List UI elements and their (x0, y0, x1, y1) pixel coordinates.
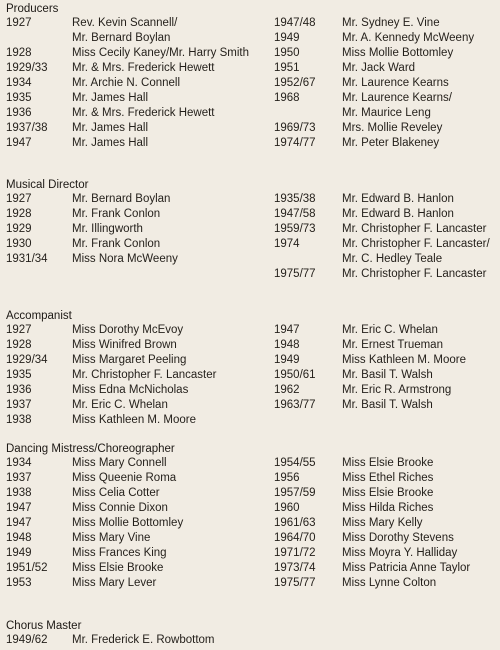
list-item (6, 561, 262, 576)
person-name: Mr. Illingworth (72, 223, 143, 235)
year: 1928 (6, 208, 32, 220)
year: 1952/67 (274, 77, 316, 89)
left-column (6, 323, 262, 428)
list-item (274, 561, 500, 576)
person-name: Miss Celia Cotter (72, 487, 160, 499)
list-item (274, 222, 500, 237)
person-name: Rev. Kevin Scannell/ (72, 17, 178, 29)
left-column (6, 456, 262, 591)
year: 1963/77 (274, 399, 316, 411)
person-name: Miss Dorothy McEvoy (72, 324, 184, 336)
person-name: Mr. Basil T. Walsh (342, 399, 433, 411)
year: 1927 (6, 193, 32, 205)
list-item (6, 353, 262, 368)
year: 1950 (274, 47, 300, 59)
person-name: Miss Moyra Y. Halliday (342, 547, 458, 559)
list-item (274, 91, 500, 106)
right-column (274, 192, 500, 282)
section-heading: Producers (6, 3, 59, 15)
person-name: Miss Mollie Bottomley (342, 47, 454, 59)
list-item (274, 207, 500, 222)
year: 1975/77 (274, 268, 316, 280)
person-name: Mr. Eric C. Whelan (342, 324, 438, 336)
list-item (274, 136, 500, 151)
year: 1957/59 (274, 487, 316, 499)
left-column (6, 633, 262, 648)
list-item (274, 531, 500, 546)
list-item (274, 237, 500, 252)
person-name: Mr. & Mrs. Frederick Hewett (72, 62, 215, 74)
person-name: Mr. Frank Conlon (72, 208, 161, 220)
year: 1971/72 (274, 547, 316, 559)
person-name: Mr. Eric R. Armstrong (342, 384, 452, 396)
person-name: Mrs. Mollie Reveley (342, 122, 443, 134)
person-name: Mr. C. Hedley Teale (342, 253, 443, 265)
person-name: Mr. Frank Conlon (72, 238, 161, 250)
year: 1930 (6, 238, 32, 250)
person-name: Miss Elsie Brooke (72, 562, 164, 574)
person-name: Miss Elsie Brooke (342, 487, 434, 499)
list-item (6, 237, 262, 252)
list-item (6, 531, 262, 546)
list-item (274, 353, 500, 368)
right-column (274, 16, 500, 151)
list-item (274, 267, 500, 282)
year: 1948 (274, 339, 300, 351)
list-item (274, 546, 500, 561)
list-item (6, 61, 262, 76)
list-item (274, 516, 500, 531)
person-name: Miss Queenie Roma (72, 472, 177, 484)
person-name: Mr. Peter Blakeney (342, 137, 440, 149)
person-name: Mr. Archie N. Connell (72, 77, 181, 89)
person-name: Mr. Maurice Leng (342, 107, 431, 119)
person-name: Mr. Laurence Kearns/ (342, 92, 452, 104)
person-name: Miss Hilda Riches (342, 502, 434, 514)
person-name: Mr. Laurence Kearns (342, 77, 449, 89)
person-name: Mr. James Hall (72, 122, 149, 134)
person-name: Miss Connie Dixon (72, 502, 168, 514)
person-name: Mr. Ernest Trueman (342, 339, 443, 351)
person-name: Mr. Bernard Boylan (72, 32, 171, 44)
list-item (6, 222, 262, 237)
year: 1973/74 (274, 562, 316, 574)
person-name: Miss Mary Connell (72, 457, 167, 469)
year: 1927 (6, 17, 32, 29)
year: 1949 (6, 547, 32, 559)
person-name: Mr. Eric C. Whelan (72, 399, 168, 411)
year: 1947 (274, 324, 300, 336)
year: 1956 (274, 472, 300, 484)
list-item (6, 501, 262, 516)
list-item (274, 576, 500, 591)
person-name: Mr. & Mrs. Frederick Hewett (72, 107, 215, 119)
person-name: Miss Mary Kelly (342, 517, 423, 529)
year: 1947 (6, 517, 32, 529)
year: 1947 (6, 502, 32, 514)
person-name: Mr. Christopher F. Lancaster (342, 268, 487, 280)
list-item (274, 76, 500, 91)
list-item (274, 252, 500, 267)
year: 1950/61 (274, 369, 316, 381)
person-name: Mr. Christopher F. Lancaster/ (342, 238, 490, 250)
year: 1951 (274, 62, 300, 74)
year: 1936 (6, 384, 32, 396)
year: 1934 (6, 77, 32, 89)
year: 1929 (6, 223, 32, 235)
list-item (274, 106, 500, 121)
year: 1959/73 (274, 223, 316, 235)
year: 1949 (274, 32, 300, 44)
person-name: Miss Nora McWeeny (72, 253, 178, 265)
list-item (274, 368, 500, 383)
list-item (6, 76, 262, 91)
list-item (274, 456, 500, 471)
list-item (274, 338, 500, 353)
list-item (6, 91, 262, 106)
person-name: Mr. Sydney E. Vine (342, 17, 440, 29)
list-item (6, 207, 262, 222)
list-item (6, 323, 262, 338)
year: 1928 (6, 47, 32, 59)
year: 1948 (6, 532, 32, 544)
list-item (6, 398, 262, 413)
person-name: Miss Elsie Brooke (342, 457, 434, 469)
list-item (274, 46, 500, 61)
list-item (6, 338, 262, 353)
list-item (6, 136, 262, 151)
year: 1947 (6, 137, 32, 149)
person-name: Miss Margaret Peeling (72, 354, 187, 366)
person-name: Miss Winifred Brown (72, 339, 177, 351)
list-item (6, 368, 262, 383)
left-column (6, 192, 262, 267)
person-name: Miss Mollie Bottomley (72, 517, 184, 529)
year: 1964/70 (274, 532, 316, 544)
list-item (274, 398, 500, 413)
year: 1947/48 (274, 17, 316, 29)
year: 1949 (274, 354, 300, 366)
list-item (274, 323, 500, 338)
year: 1935/38 (274, 193, 316, 205)
person-name: Miss Kathleen M. Moore (342, 354, 466, 366)
list-item (6, 546, 262, 561)
list-item (274, 61, 500, 76)
year: 1934 (6, 457, 32, 469)
year: 1935 (6, 92, 32, 104)
list-item (6, 383, 262, 398)
list-item (274, 501, 500, 516)
person-name: Mr. A. Kennedy McWeeny (342, 32, 475, 44)
person-name: Mr. Jack Ward (342, 62, 416, 74)
person-name: Mr. Christopher F. Lancaster (72, 369, 217, 381)
year: 1937 (6, 472, 32, 484)
year: 1953 (6, 577, 32, 589)
person-name: Mr. Basil T. Walsh (342, 369, 433, 381)
year: 1951/52 (6, 562, 48, 574)
year: 1928 (6, 339, 32, 351)
list-item (274, 31, 500, 46)
year: 1969/73 (274, 122, 316, 134)
list-item (6, 121, 262, 136)
person-name: Miss Mary Vine (72, 532, 151, 544)
person-name: Miss Edna McNicholas (72, 384, 189, 396)
year: 1961/63 (274, 517, 316, 529)
section-heading: Chorus Master (6, 620, 82, 632)
person-name: Miss Kathleen M. Moore (72, 414, 196, 426)
list-item (6, 576, 262, 591)
year: 1949/62 (6, 634, 48, 646)
list-item (6, 456, 262, 471)
year: 1954/55 (274, 457, 316, 469)
year: 1947/58 (274, 208, 316, 220)
year: 1974/77 (274, 137, 316, 149)
list-item (6, 31, 262, 46)
year: 1937 (6, 399, 32, 411)
list-item (6, 633, 262, 648)
right-column (274, 323, 500, 413)
list-item (6, 486, 262, 501)
section-heading: Accompanist (6, 310, 72, 322)
year: 1935 (6, 369, 32, 381)
section-heading: Musical Director (6, 179, 89, 191)
year: 1936 (6, 107, 32, 119)
person-name: Mr. Frederick E. Rowbottom (72, 634, 215, 646)
person-name: Mr. James Hall (72, 137, 149, 149)
list-item (274, 383, 500, 398)
list-item (274, 192, 500, 207)
list-item (6, 516, 262, 531)
year: 1960 (274, 502, 300, 514)
person-name: Mr. Edward B. Hanlon (342, 193, 454, 205)
list-item (6, 413, 262, 428)
person-name: Miss Cecily Kaney/Mr. Harry Smith (72, 47, 250, 59)
year: 1938 (6, 414, 32, 426)
list-item (274, 471, 500, 486)
year: 1927 (6, 324, 32, 336)
year: 1974 (274, 238, 300, 250)
list-item (274, 486, 500, 501)
person-name: Miss Frances King (72, 547, 167, 559)
list-item (274, 121, 500, 136)
list-item (6, 192, 262, 207)
year: 1938 (6, 487, 32, 499)
left-column (6, 16, 262, 151)
person-name: Mr. James Hall (72, 92, 149, 104)
person-name: Miss Lynne Colton (342, 577, 437, 589)
person-name: Miss Patricia Anne Taylor (342, 562, 471, 574)
year: 1937/38 (6, 122, 48, 134)
year: 1931/34 (6, 253, 48, 265)
list-item (6, 16, 262, 31)
person-name: Miss Ethel Riches (342, 472, 434, 484)
year: 1929/33 (6, 62, 48, 74)
person-name: Mr. Edward B. Hanlon (342, 208, 454, 220)
year: 1968 (274, 92, 300, 104)
right-column (274, 456, 500, 591)
section-heading: Dancing Mistress/Choreographer (6, 443, 175, 455)
person-name: Mr. Bernard Boylan (72, 193, 171, 205)
year: 1975/77 (274, 577, 316, 589)
year: 1929/34 (6, 354, 48, 366)
list-item (6, 252, 262, 267)
person-name: Mr. Christopher F. Lancaster (342, 223, 487, 235)
year: 1962 (274, 384, 300, 396)
list-item (6, 106, 262, 121)
list-item (6, 471, 262, 486)
list-item (274, 16, 500, 31)
person-name: Miss Dorothy Stevens (342, 532, 454, 544)
person-name: Miss Mary Lever (72, 577, 157, 589)
list-item (6, 46, 262, 61)
